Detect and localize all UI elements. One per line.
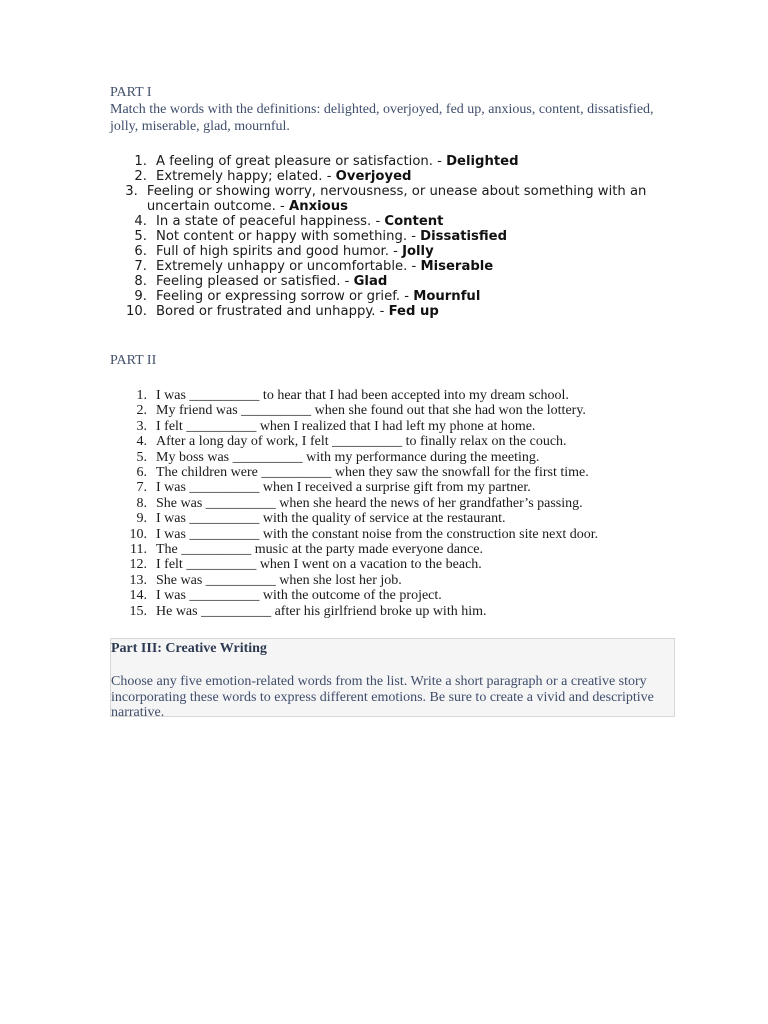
item-answer: Jolly [402,244,434,259]
item-number: 10. [129,526,147,542]
list-item [110,169,677,184]
item-sentence: I was __________ with the constant noise from the construction site next door. [156,526,599,542]
item-number: 6. [136,465,147,481]
item-sentence: She was __________ when she heard the news of her grandfather’s passing. [156,495,583,511]
item-number: 5. [134,229,147,244]
item-number: 14. [129,588,147,604]
list-item [110,542,677,557]
item-number: 10. [126,304,147,319]
list-item [110,604,677,619]
list-item [110,184,677,214]
creative-writing-box [110,638,675,720]
document-page [110,84,677,619]
part1-instruction: Match the words with the definitions: delighted, overjoyed, fed up, anxious, content, dissatisfied, jolly, miserable, glad, mournful. [110,102,654,134]
list-item [110,244,677,259]
item-number: 8. [134,274,147,289]
list-item [110,419,677,434]
list-item [110,214,677,229]
item-sentence: I felt __________ when I went on a vacation to the beach. [156,557,482,573]
item-sentence: My friend was __________ when she found out that she had won the lottery. [156,403,586,419]
fill-in-list [110,388,677,619]
item-number: 11. [130,542,147,558]
item-sentence: She was __________ when she lost her job. [156,572,402,588]
item-sentence: I was __________ to hear that I had been accepted into my dream school. [156,388,569,403]
item-answer: Dissatisfied [420,229,508,244]
item-number: 8. [136,495,147,511]
item-sentence: My boss was __________ with my performance during the meeting. [156,449,540,465]
item-number: 5. [136,449,147,465]
item-number: 3. [125,184,138,199]
list-item [110,480,677,495]
part3-instructions: Choose any five emotion-related words from the list. Write a short paragraph or a creative story incorporating these words to express different emotions. Be sure to create a vivid and descriptive narrative. [111,674,654,720]
item-number: 3. [136,418,147,434]
list-item [110,527,677,542]
definitions-list [110,154,677,319]
list-item [110,434,677,449]
list-item [110,388,677,403]
list-item [110,573,677,588]
item-answer: Fed up [388,304,439,319]
item-definition: Feeling pleased or satisfied. - [156,274,354,289]
list-item [110,557,677,572]
item-sentence: He was __________ after his girlfriend broke up with him. [156,603,487,619]
item-number: 9. [136,511,147,527]
item-definition: Not content or happy with something. - [156,229,421,244]
item-answer: Overjoyed [335,169,412,184]
item-number: 12. [129,557,147,573]
list-item [110,465,677,480]
list-item [110,304,677,319]
list-item [110,403,677,418]
item-definition: In a state of peaceful happiness. - [156,214,385,229]
item-definition: Feeling or showing worry, nervousness, or unease about something with an uncertain outcome. - [146,184,647,214]
list-item [110,259,677,274]
item-definition: Feeling or expressing sorrow or grief. - [156,289,414,304]
part3-heading: Part III: Creative Writing [111,641,267,656]
item-definition: Extremely unhappy or uncomfortable. - [156,259,421,274]
item-sentence: I felt __________ when I realized that I had left my phone at home. [156,418,536,434]
item-sentence: After a long day of work, I felt __________ to finally relax on the couch. [156,434,567,450]
item-answer: Anxious [289,199,348,214]
item-number: 1. [136,388,147,403]
list-item [110,588,677,603]
item-number: 4. [136,434,147,450]
item-number: 15. [129,603,147,619]
item-number: 7. [136,480,147,496]
item-number: 1. [134,154,147,169]
item-answer: Glad [353,274,388,289]
item-sentence: I was __________ with the quality of service at the restaurant. [156,511,506,527]
part2-heading: PART II [110,353,157,368]
list-item [110,154,677,169]
item-number: 13. [129,572,147,588]
item-answer: Mournful [413,289,481,304]
item-sentence: The __________ music at the party made everyone dance. [156,542,483,558]
item-number: 4. [134,214,147,229]
item-answer: Miserable [420,259,494,274]
item-definition: Bored or frustrated and unhappy. - [156,304,389,319]
list-item [110,511,677,526]
item-definition: Extremely happy; elated. - [156,169,336,184]
item-number: 2. [134,169,147,184]
item-definition: Full of high spirits and good humor. - [156,244,403,259]
item-answer: Content [384,214,444,229]
item-number: 9. [134,289,147,304]
list-item [110,289,677,304]
item-answer: Delighted [446,154,519,169]
item-number: 7. [134,259,147,274]
item-number: 2. [136,403,147,419]
item-number: 6. [134,244,147,259]
item-sentence: I was __________ when I received a surprise gift from my partner. [156,480,531,496]
list-item [110,450,677,465]
list-item [110,496,677,511]
item-sentence: I was __________ with the outcome of the project. [156,588,442,604]
part1-heading: PART I [110,85,152,100]
list-item [110,229,677,244]
list-item [110,274,677,289]
item-definition: A feeling of great pleasure or satisfaction. - [156,154,447,169]
item-sentence: The children were __________ when they saw the snowfall for the first time. [156,465,589,481]
